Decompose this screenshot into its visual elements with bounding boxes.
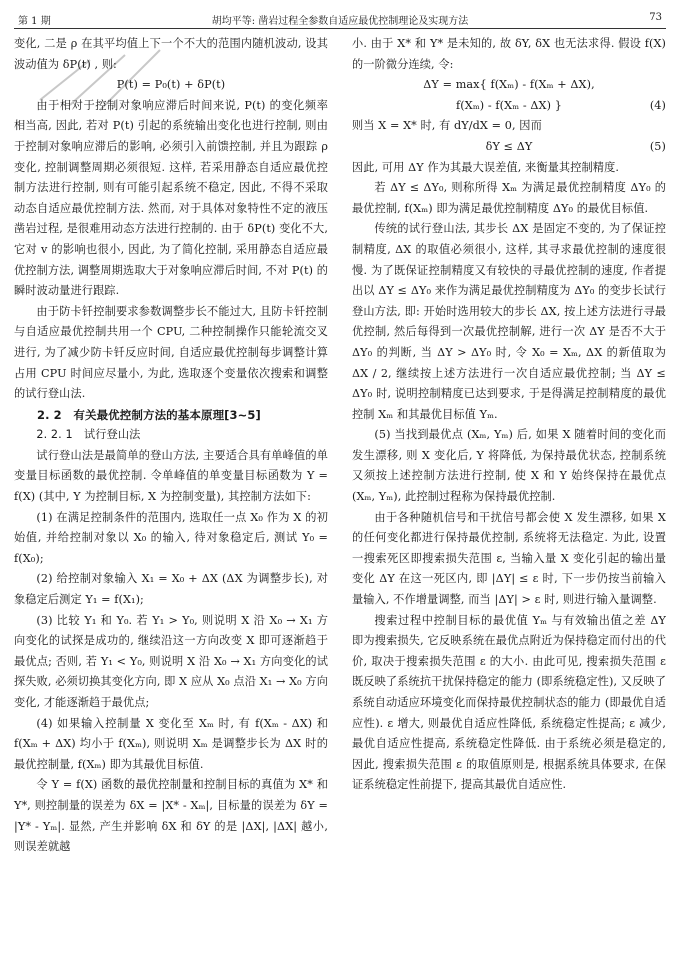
- issue-number: 第 1 期: [18, 16, 51, 27]
- equation-number: (5): [649, 139, 666, 153]
- paragraph: 则当 X = X* 时, 有 dY/dX = 0, 因而: [352, 119, 542, 133]
- list-item: (3) 比较 Y₁ 和 Y₀. 若 Y₁ > Y₀, 则说明 X 沿 X₀ → X₁ 方向变化的试探是成功的, 继续沿这一方向改变 X 即可逐渐趋于最优点; 否则, 若 Y₁ < Y₀, 则说明 X 沿 X₀ → X₁ 方向变化的试探失败, 必须切换其变化方向, 即 X 应从 X₀ 点沿 X₁ → X₀ 方向变化, 才能逐渐趋于最优点;: [14, 613, 328, 709]
- left-column: [14, 34, 328, 858]
- running-title: 胡均平等: 凿岩过程全参数自适应最优控制理论及实现方法: [211, 16, 469, 27]
- paragraph: 小. 由于 X* 和 Y* 是未知的, 故 δY, δX 也无法求得. 假设 f(X) 的一阶微分连续, 令:: [352, 37, 666, 71]
- paragraph: 试行登山法是最简单的登山方法, 主要适合具有单峰值的单变量目标函数的最优控制. 令单峰值的单变量目标函数为 Y = f(X) (其中, Y 为控制目标, X 为控制变量), 其控制方法如下:: [14, 448, 328, 504]
- paragraph: (5) 当找到最优点 (Xₘ, Yₘ) 后, 如果 X 随着时间的变化而发生漂移, 则 X 变化后, Y 将降低, 为保持最优状态, 控制系统又须按上述控制方法进行控制, 使 X 和 Y 始终保持在最优点 (Xₘ, Yₘ), 此控制过程称为保持最优控制.: [352, 428, 666, 504]
- page-header: [14, 10, 666, 29]
- right-column: [352, 34, 666, 796]
- equation-line: ΔY = max{ f(Xₘ) - f(Xₘ + ΔX),: [423, 78, 595, 92]
- equation-line: δY ≤ ΔY: [485, 139, 533, 153]
- paragraph: 搜索过程中控制目标的最优值 Yₘ 与有效输出值之差 ΔY 即为搜索损失, 它反映系统在最优点附近为保持稳定而付出的代价, 取决于搜索损失范围 ε 的大小. 由此可见, 搜索损失范围 ε 既反映了系统抗干扰保持稳定的能力 (即系统稳定性), 又反映了系统自动适应环境变化而保持最优控制状态的能力 (即最优自适应性). ε 增大, 则最优自适应性降低, 系统稳定性提高; ε 减少, 最优自适应性提高, 系统稳定性降低. 由于系统必须是稳定的, 因此, 搜索损失范围 ε 的取值原则是, 根据系统具体要求, 在保证系统稳定性前提下, 提高其最优自适应性.: [352, 613, 666, 792]
- paragraph: 若 ΔY ≤ ΔY₀, 则称所得 Xₘ 为满足最优控制精度 ΔY₀ 的最优控制, f(Xₘ) 即为满足最优控制精度 ΔY₀ 的最优目标值.: [352, 181, 666, 215]
- section-heading: 2. 2 有关最优控制方法的基本原理[3~5]: [37, 407, 261, 422]
- equation: [352, 137, 666, 158]
- equation-number: (4): [649, 98, 666, 112]
- subsection-heading: 2. 2. 1 试行登山法: [36, 428, 141, 442]
- paragraph: 传统的试行登山法, 其步长 ΔX 是固定不变的, 为了保证控制精度, ΔX 的取值必须很小, 这样, 其寻求最优控制的速度很慢. 为了既保证控制精度又有较快的寻最优控制的速度, 作者提出以 ΔY ≤ ΔY₀ 来作为满足最优控制精度为 ΔY₀ 的变步长试行登山方法, 即: 开始时选用较大的步长 ΔX, 按上述方法进行寻最优控制, 然后每得到一次最优控制解, 进行一次 ΔY 是否不大于 ΔY₀ 的判断, 当 ΔY > ΔY₀ 时, 令 X₀ = Xₘ, ΔX 的新值取为 ΔX / 2, 继续按上述方法进行一次自适应最优控制; 当 ΔY ≤ ΔY₀ 时, 说明控制精度已达到要求, 于是得满足控制精度的最优控制 Xₘ 和其最优目标值 Yₘ.: [352, 222, 666, 421]
- list-item: (2) 给控制对象输入 X₁ = X₀ + ΔX (ΔX 为调整步长), 对象稳定后测定 Y₁ = f(X₁);: [14, 572, 328, 607]
- paragraph: 由于防卡钎控制要求参数调整步长不能过大, 且防卡钎控制与自适应最优控制共用一个 CPU, 二种控制操作只能轮流交叉进行, 为了减少防卡钎反应时间, 自适应最优控制每步调整计算占用 CPU 时间应尽量小, 为此, 选取逐个变量依次搜索和调整的试行登山法.: [14, 304, 328, 401]
- paragraph: 由于各种随机信号和干扰信号都会使 X 发生漂移, 如果 X 的任何变化都进行保持最优控制, 系统将无法稳定. 为此, 设置一搜索死区即搜索损失范围 ε, 当输入量 X 变化引起的输出量变化 ΔY 在这一死区内, 即 |ΔY| ≤ ε 时, 下一步仍按当前输入量输入, 不作增量调整, 而当 |ΔY| > ε 时, 则进行输入量调整.: [352, 510, 666, 607]
- paragraph: 令 Y = f(X) 函数的最优控制量和控制目标的真值为 X* 和 Y*, 则控制量的误差为 δX = |X* - Xₘ|, 目标量的误差为 δY = |Y* - Yₘ|. 显然, 产生并影响 δX 和 δY 的是 |ΔX|, |ΔX| 越小, 则误差就越: [14, 778, 328, 854]
- list-item: (4) 如果输入控制量 X 变化至 Xₘ 时, 有 f(Xₘ - ΔX) 和 f(Xₘ + ΔX) 均小于 f(Xₘ), 则说明 Xₘ 是调整步长为 ΔX 时的最优控制量, f(Xₘ) 即为其最优目标值.: [14, 716, 328, 771]
- equation: [352, 75, 666, 96]
- equation: [352, 96, 666, 117]
- paragraph: 因此, 可用 ΔY 作为其最大误差值, 来衡量其控制精度.: [352, 160, 620, 174]
- list-item: (1) 在满足控制条件的范围内, 选取任一点 X₀ 作为 X 的初始值, 并给控制对象以 X₀ 的输入, 待对象稳定后, 测试 Y₀ = f(X₀);: [14, 510, 328, 565]
- page-number: 73: [649, 12, 662, 23]
- paragraph: 变化, 二是 ρ 在其平均值上下一个不大的范围内随机波动, 设其波动值为 δP(t) , 则:: [14, 37, 328, 71]
- paragraph: 由于相对于控制对象响应滞后时间来说, P(t) 的变化频率相当高, 因此, 若对 P(t) 引起的系统输出变化也进行控制, 则由于控制对象响应滞后的影响, 必须引入前馈控制, 并且为跟踪 ρ 变化, 控制调整周期必须很短. 这样, 若采用静态自适应最优控制方法进行控制, 则有可能引起系统不稳定, 因此, 不得不采取动态自适应最优控制方法. 然而, 对于具体对象特性不定的液压凿岩过程, 是很难用动态方法进行控制的. 由于 δP(t) 变化不大, 它对 v 的影响也很小, 因此, 为了简化控制, 采用静态自适应最优控制方法, 调整周期选取大于对象响应滞后时间, 不对 P(t) 的瞬时波动量进行跟踪.: [14, 98, 328, 298]
- equation: P(t) = P₀(t) + δP(t): [116, 78, 226, 92]
- equation-line: f(Xₘ) - f(Xₘ - ΔX) }: [456, 98, 562, 112]
